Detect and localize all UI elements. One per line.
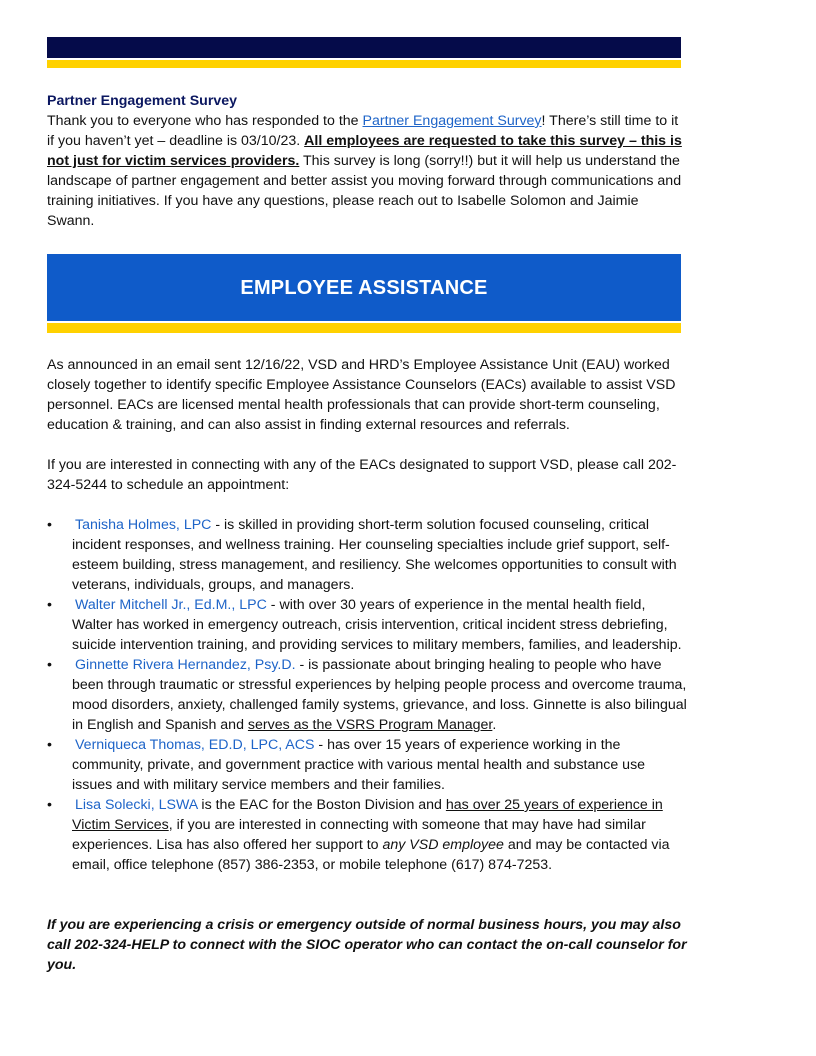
intro-paragraph-1: As announced in an email sent 12/16/22, VSD and HRD’s Employee Assistance Unit (EAU) worked closely together to identify specific Employee Assistance Counselors (EACs) available to assist VSD personnel. EACs are licensed mental health professionals that can provide short-term counseling, education & training, and can also assist in finding external resources and referrals. xyxy=(47,357,676,433)
survey-paragraph xyxy=(47,111,687,231)
counselor-highlight: has over 25 years of experience in Victim Services xyxy=(72,797,663,833)
list-item xyxy=(47,515,687,595)
survey-text-1: Thank you to everyone who has responded to the xyxy=(47,113,363,129)
counselor-description: - is passionate about bringing healing to people who have been through traumatic or stressful experiences by helping people process and overcome trauma, mood disorders, anxiety, challenged family systems, grievance, and loss. Ginnette is also bilingual in English and Spanish and xyxy=(72,657,687,733)
counselor-description-end: . xyxy=(492,717,497,733)
counselor-name[interactable]: Verniqueca Thomas, ED.D, LPC, ACS xyxy=(75,737,315,753)
counselor-name[interactable]: Ginnette Rivera Hernandez, Psy.D. xyxy=(75,657,296,673)
survey-emphasis: All employees are requested to take this survey – this is not just for victim services providers. xyxy=(47,133,682,169)
counselor-name[interactable]: Walter Mitchell Jr., Ed.M., LPC xyxy=(75,597,267,613)
bullet-icon: • xyxy=(47,737,52,753)
survey-section xyxy=(47,91,687,231)
survey-text-3: This survey is long (sorry!!) but it will help us understand the landscape of partner engagement and better assist you moving forward through communications and training initiatives. If you have any questions, please reach out to Isabelle Solomon and Jaimie Swann. xyxy=(47,153,682,229)
banner-gold-stripe xyxy=(47,323,681,333)
list-item xyxy=(47,735,687,795)
counselor-description: - has over 15 years of experience working in the community, private, and government practice with various mental health and substance use issues and with military service members and their families. xyxy=(72,737,646,793)
bullet-icon: • xyxy=(47,657,52,673)
intro-paragraph-2: If you are interested in connecting with any of the EACs designated to support VSD, please call 202-324-5244 to schedule an appointment: xyxy=(47,457,677,493)
counselor-highlight: serves as the VSRS Program Manager xyxy=(247,717,493,733)
bullet-icon: • xyxy=(47,797,52,813)
list-item xyxy=(47,795,687,875)
banner-title: EMPLOYEE ASSISTANCE xyxy=(240,276,488,299)
list-item xyxy=(47,655,687,735)
counselor-description: is the EAC for the Boston Division and xyxy=(197,797,446,813)
section-banner xyxy=(47,254,681,321)
header-gold-stripe xyxy=(47,60,681,68)
list-item xyxy=(47,595,687,655)
counselor-list xyxy=(47,515,687,875)
counselor-description: - is skilled in providing short-term solution focused counseling, critical incident responses, and wellness training. Her counseling specialties include grief support, self-esteem building, stress management, and resiliency. She welcomes opportunities to consult with veterans, individuals, groups, and managers. xyxy=(72,517,677,593)
counselor-description-end: and may be contacted via email, office telephone (857) 386-2353, or mobile telephone (617) 874-7253. xyxy=(72,837,670,873)
counselor-name[interactable]: Tanisha Holmes, LPC xyxy=(75,517,212,533)
bullet-icon: • xyxy=(47,517,52,533)
crisis-notice: If you are experiencing a crisis or emergency outside of normal business hours, you may also call 202-324-HELP to connect with the SIOC operator who can contact the on-call counselor for you. xyxy=(47,917,687,973)
header-navy-bar xyxy=(47,37,681,58)
counselor-name[interactable]: Lisa Solecki, LSWA xyxy=(75,797,198,813)
counselor-italic: any VSD employee xyxy=(382,837,504,853)
survey-title: Partner Engagement Survey xyxy=(47,93,238,109)
counselor-description-mid: , if you are interested in connecting with someone that may have had similar experiences. Lisa has also offered her support to xyxy=(72,817,646,853)
survey-link[interactable]: Partner Engagement Survey xyxy=(362,113,542,129)
bullet-icon: • xyxy=(47,597,52,613)
survey-text-2: ! There’s still time to it if you haven’t yet – deadline is 03/10/23. xyxy=(47,113,679,149)
counselor-description: - with over 30 years of experience in the mental health field, Walter has worked in emergency outreach, crisis intervention, critical incident stress debriefing, suicide intervention training, and providing services to military members, families, and leadership. xyxy=(72,597,682,653)
